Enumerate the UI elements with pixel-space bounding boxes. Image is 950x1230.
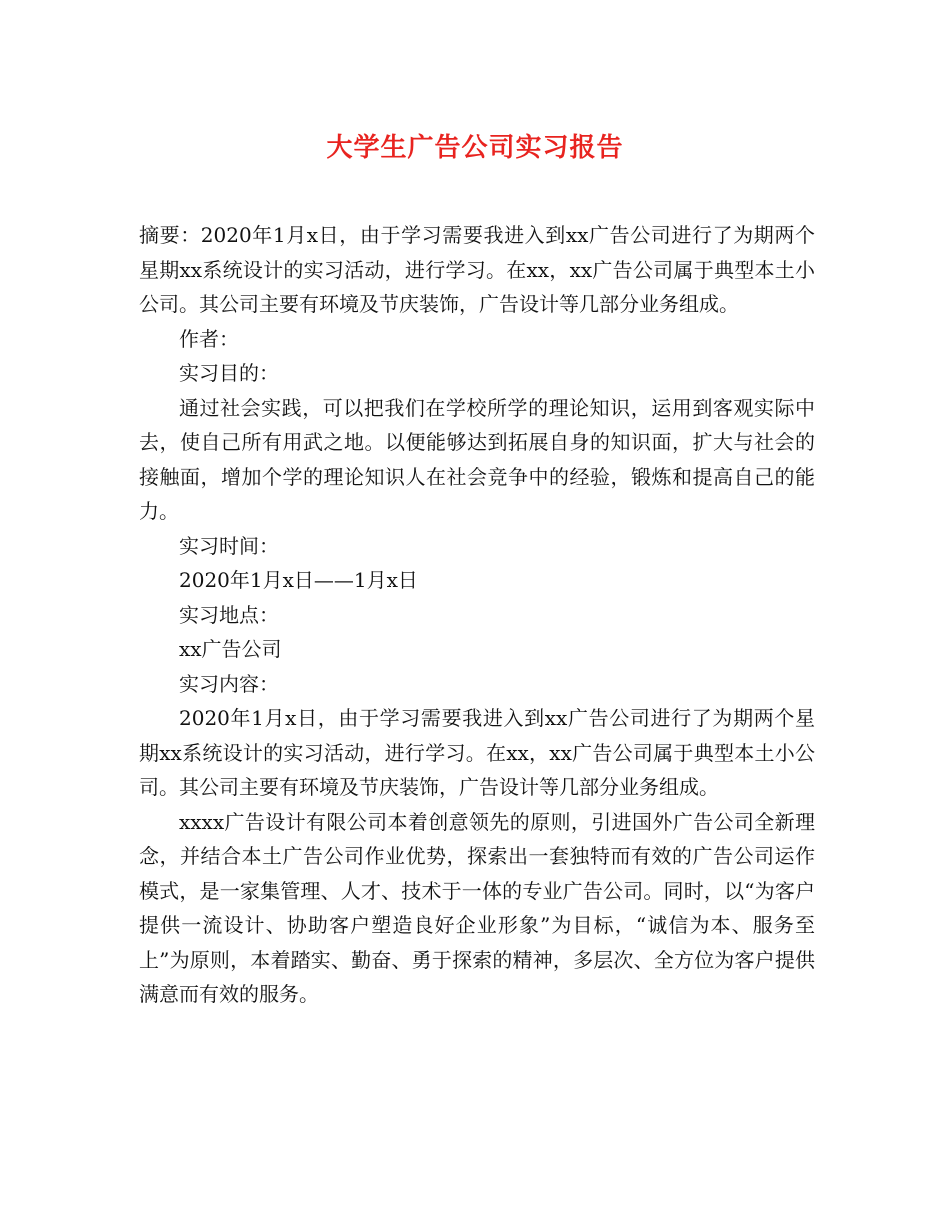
paragraph-time: 2020年1月x日——1月x日 <box>179 568 418 592</box>
heading-content: 实习内容： <box>179 671 279 696</box>
document-body <box>139 218 815 1012</box>
heading-location: 实习地点： <box>179 602 279 627</box>
paragraph-location: xx广告公司 <box>179 637 282 661</box>
heading-purpose: 实习目的： <box>179 361 279 385</box>
heading-time: 实习时间： <box>179 533 279 558</box>
paragraph-company: xxxx广告设计有限公司本着创意领先的原则，引进国外广告公司全新理念，并结合本土广告公司作业优势，探索出一套独特而有效的广告公司运作模式，是一家集管理、人才、技术于一体的专业广告公司。同时，以“为客户提供一流设计、协助客户塑造良好企业形象”为目标，“诚信为本、服务至上”为原则，本着踏实、勤奋、勇于探索的精神，多层次、全方位为客户提供满意而有效的服务。 <box>139 809 815 1006</box>
paragraph-author: 作者： <box>179 326 239 351</box>
paragraph-content: 2020年1月x日，由于学习需要我进入到xx广告公司进行了为期两个星期xx系统设计的实习活动，进行学习。在xx，xx广告公司属于典型本土小公司。其公司主要有环境及节庆装饰，广告设计等几部分业务组成。 <box>139 706 815 799</box>
document-title: 大学生广告公司实习报告 <box>326 133 624 163</box>
paragraph-abstract: 摘要：2020年1月x日，由于学习需要我进入到xx广告公司进行了为期两个星期xx系统设计的实习活动，进行学习。在xx，xx广告公司属于典型本土小公司。其公司主要有环境及节庆装饰，广告设计等几部分业务组成。 <box>139 223 815 316</box>
paragraph-purpose: 通过社会实践，可以把我们在学校所学的理论知识，运用到客观实际中去，使自己所有用武之地。以便能够达到拓展自身的知识面，扩大与社会的接触面，增加个学的理论知识人在社会竞争中的经验，锻炼和提高自己的能力。 <box>139 395 815 523</box>
